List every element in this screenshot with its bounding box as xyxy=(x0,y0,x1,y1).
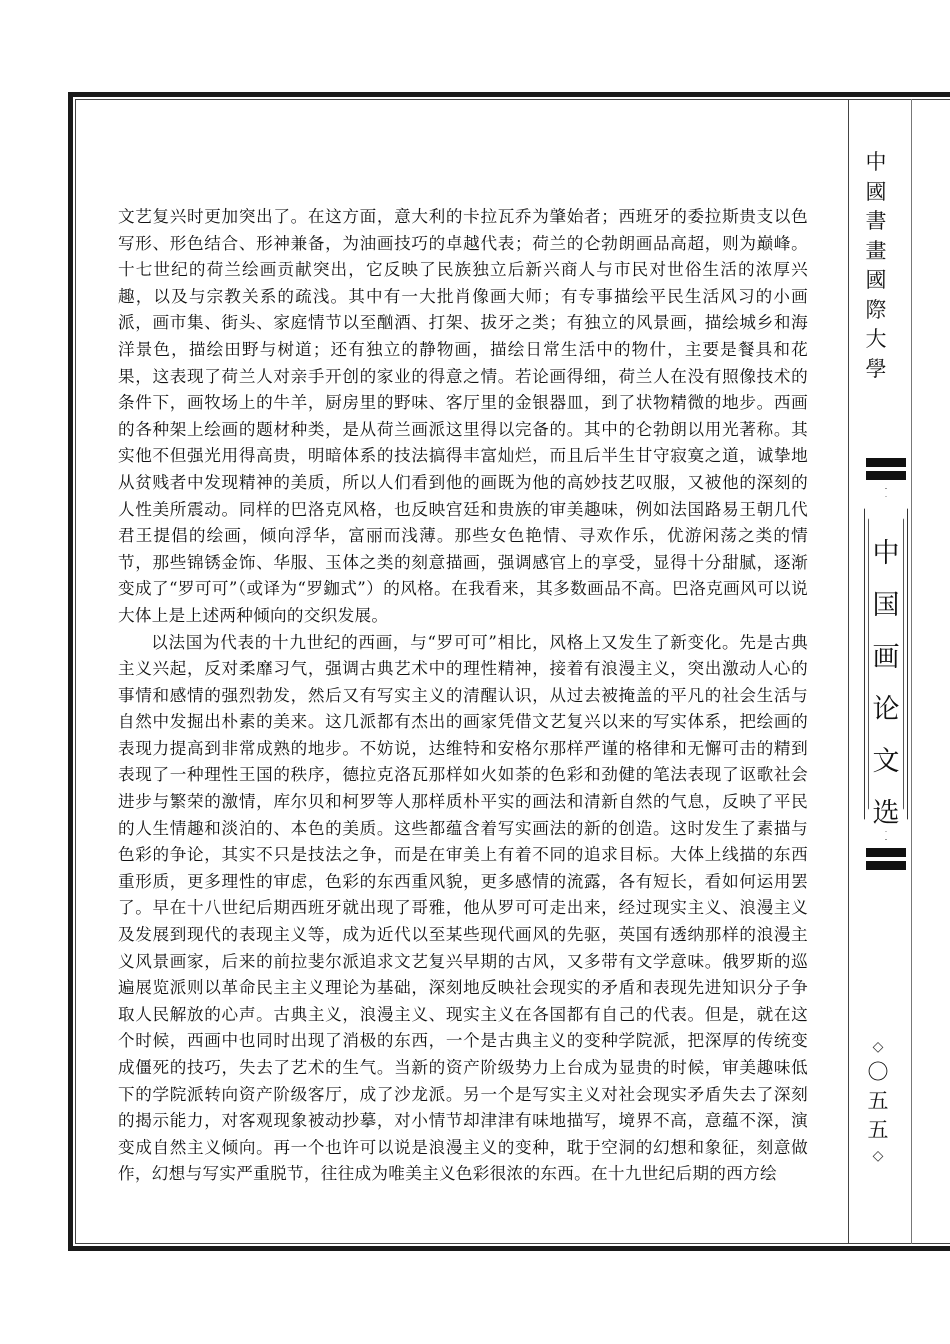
book-title-cartouche xyxy=(862,458,910,870)
publisher-char: 國 xyxy=(865,268,887,292)
book-title-char: 选 xyxy=(872,798,900,829)
diamond-ornament-icon: ◇ xyxy=(872,1148,884,1164)
margin-divider xyxy=(848,99,849,1244)
body-text xyxy=(118,204,808,1188)
publisher-char: 學 xyxy=(865,356,887,381)
book-title-char: 中 xyxy=(872,538,900,569)
page-number-char: 〇 xyxy=(867,1060,889,1084)
paragraph-1: 文艺复兴时更加突出了。在这方面，意大利的卡拉瓦乔为肇始者；西班牙的委拉斯贵支以色写形、形色结合、形神兼备，为油画技巧的卓越代表；荷兰的仑勃朗画品高超，则为巅峰。十七世纪的荷兰绘画贡献突出，它反映了民族独立后新兴商人与市民对世俗生活的浓厚兴趣，以及与宗教关系的疏浅。其中有一大批肖像画大师；有专事描绘平民生活风习的小画派，画市集、街头、家庭情节以至酗酒、打架、拔牙之类；有独立的风景画，描绘城乡和海洋景色，描绘田野与树道；还有独立的静物画，描绘日常生活中的物什，主要是餐具和花果，这表现了荷兰人对亲手开创的家业的得意之情。若论画得细，荷兰人在没有照像技术的条件下，画牧场上的牛羊，厨房里的野味、客厅里的金银器皿，到了状物精微的地步。西画的各种架上绘画的题材种类，是从荷兰画派这里得以完备的。其中的仑勃朗以用光著称。其实他不但强光用得高贵，明暗体系的技法搞得丰富灿烂，而且后半生甘守寂寞之道，诚挚地从贫贱者中发现精神的美质，所以人们看到他的画既为他的高妙技艺叹服，又被他的深刻的人性美所震动。同样的巴洛克风格，也反映宫廷和贵族的审美趣味，例如法国路易王朝几代君王提倡的绘画，倾向浮华，富丽而浅薄。那些女色艳情、寻欢作乐，优游闲荡之类的情节，那些锦锈金饰、华服、玉体之类的刻意描画，强调感官上的享受，显得十分甜腻，逐渐变成了“罗可可”（或译为“罗鉫式”）的风格。在我看来，其多数画品不高。巴洛克画风可以说大体上是上述两种倾向的交织发展。 xyxy=(118,207,808,625)
publisher-char: 書 xyxy=(865,209,887,233)
publisher-char: 國 xyxy=(865,179,887,204)
book-title-char: 画 xyxy=(872,642,900,673)
book-title xyxy=(862,528,910,840)
margin-divider-outer xyxy=(911,99,912,1244)
book-title-char: 国 xyxy=(872,590,900,621)
publisher-name xyxy=(856,148,896,384)
page-number-char: 五 xyxy=(867,1089,889,1113)
publisher-char: 畫 xyxy=(865,238,887,263)
page-number-char: 五 xyxy=(867,1118,889,1142)
cartouche-bottom-bar xyxy=(866,848,906,870)
publisher-char: 大 xyxy=(865,327,887,351)
book-title-char: 文 xyxy=(872,746,900,777)
publisher-char: 中 xyxy=(865,150,887,174)
cartouche-top-bar xyxy=(866,458,906,480)
diamond-ornament-icon: ◇ xyxy=(872,1039,884,1055)
publisher-char: 際 xyxy=(865,297,887,322)
book-title-char: 论 xyxy=(872,694,900,725)
page-number xyxy=(858,1036,898,1167)
paragraph-2: 以法国为代表的十九世纪的西画，与“罗可可”相比，风格上又发生了新变化。先是古典主义兴起，反对柔靡习气，强调古典艺术中的理性精神，接着有浪漫主义，突出激动人心的事情和感情的强烈勃发，然后又有写实主义的清醒认识，从过去被掩盖的平凡的社会生活与自然中发掘出朴素的美来。这几派都有杰出的画家凭借文艺复兴以来的写实体系，把绘画的表现力提高到非常成熟的地步。不妨说，达维特和安格尔那样严谨的格律和无懈可击的精到表现了一种理性王国的秩序，德拉克洛瓦那样如火如荼的色彩和劲健的笔法表现了讴歌社会进步与繁荣的激情，库尔贝和柯罗等人那样质朴平实的画法和清新自然的气息，反映了平民的人生情趣和淡泊的、本色的美质。这些都蕴含着写实画法的新的创造。这时发生了素描与色彩的争论，其实不只是技法之争，而是在审美上有着不同的追求目标。大体上线描的东西重形质，更多理性的审虑，色彩的东西重风貌，更多感情的流露，各有短长，看如何运用罢了。早在十八世纪后期西班牙就出现了哥雅，他从罗可可走出来，经过现实主义、浪漫主义及发展到现代的表现主义等，成为近代以至某些现代画风的先驱，英国有透纳那样的浪漫主义风景画家，后来的前拉斐尔派追求文艺复兴早期的古风，又多带有文学意味。俄罗斯的巡遍展览派则以革命民主主义理论为基础，深刻地反映社会现实的矛盾和表现先进知识分子争取人民解放的心声。古典主义，浪漫主义、现实主义在各国都有自己的代表。但是，就在这个时候，西画中也同时出现了消极的东西，一个是古典主义的变种学院派，把深厚的传统变成僵死的技巧，失去了艺术的生气。当新的资产阶级势力上台成为显贵的时候，审美趣味低下的学院派转向资产阶级客厅，成了沙龙派。另一个是写实主义对社会现实矛盾失去了深刻的揭示能力，对客观现象被动抄摹，对小情节却津津有味地描写，境界不高，意蕴不深，演变成自然主义倾向。再一个也许可以说是浪漫主义的变种，耽于空洞的幻想和象征，刻意做作，幻想与写实严重脱节，往往成为唯美主义色彩很浓的东西。在十九世纪后期的西方绘 xyxy=(118,632,808,1184)
